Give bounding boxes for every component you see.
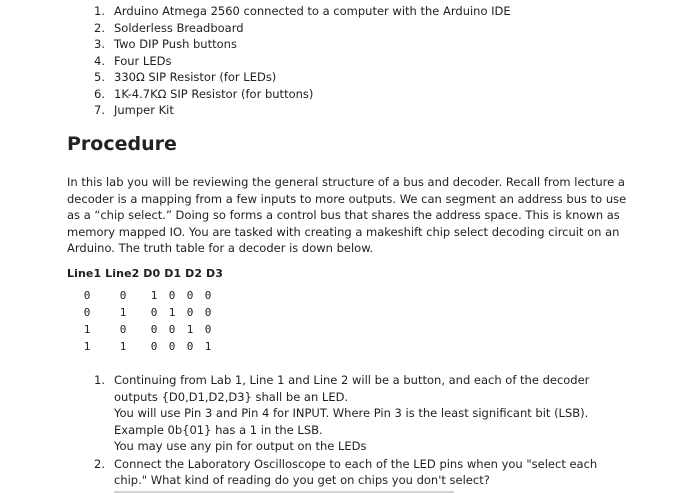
step-text: Continuing from Lab 1, Line 1 and Line 2 will be a button, and each of the decoder (114, 373, 590, 387)
table-cell: 1 (186, 323, 194, 336)
table-cell: 0 (83, 289, 91, 302)
cropped-text-line (0, 486, 700, 493)
list-text: 330Ω SIP Resistor (for LEDs) (114, 70, 277, 84)
step-text: You will use Pin 3 and Pin 4 for INPUT. Where Pin 3 is the least significant bit (LSB). (114, 406, 589, 420)
list-text: Solderless Breadboard (114, 20, 244, 35)
table-cell: 1 (119, 306, 127, 319)
list-number: 2. (94, 20, 105, 35)
cropped-text-fragment (114, 488, 454, 493)
list-number: 6. (94, 86, 105, 101)
table-cell: 0 (168, 323, 176, 336)
table-cell: 0 (168, 289, 176, 302)
list-text: Jumper Kit (114, 103, 174, 117)
table-cell: 0 (204, 323, 212, 336)
table-cell: 0 (83, 306, 91, 319)
table-cell: 1 (83, 323, 91, 336)
section-heading: Procedure (67, 133, 177, 155)
table-cell: 0 (186, 306, 194, 319)
table-cell: 0 (150, 323, 158, 336)
table-cell: 0 (186, 340, 194, 353)
list-text: Arduino Atmega 2560 connected to a computer with the Arduino IDE (114, 4, 511, 18)
list-number: 1. (94, 4, 105, 18)
table-cell: 1 (204, 340, 212, 353)
table-cell: 0 (186, 289, 194, 302)
intro-paragraph: In this lab you will be reviewing the general structure of a bus and decoder. Recall from lecture a decoder is a mapping from a few inputs to more outputs. We can segment an address bus to use as a “chip select.” Doing so forms a control bus that shares the address space. This is known as memory mapped IO. You are tasked with creating a makeshift chip select decoding circuit on an Arduino. The truth table for a decoder is down below. (67, 175, 627, 255)
list-text: 1K-4.7KΩ SIP Resistor (for buttons) (114, 86, 314, 101)
list-number: 7. (94, 103, 105, 117)
table-cell: 0 (150, 306, 158, 319)
table-cell: 0 (150, 340, 158, 353)
table-cell: 0 (168, 340, 176, 353)
step-number: 1. (94, 373, 105, 387)
table-cell: 1 (150, 289, 158, 302)
table-cell: 1 (168, 306, 176, 319)
table-cell: 1 (119, 340, 127, 353)
list-text: Two DIP Push buttons (114, 37, 237, 51)
list-number: 5. (94, 70, 105, 84)
step-text: outputs {D0,D1,D2,D3} shall be an LED. (114, 389, 349, 404)
step-text: chip." What kind of reading do you get on chips you don't select? (114, 473, 490, 487)
table-cell: 0 (204, 306, 212, 319)
table-cell: 0 (119, 289, 127, 302)
step-number: 2. (94, 456, 105, 471)
table-cell: 0 (119, 323, 127, 336)
truth-table-header: Line1 Line2 D0 D1 D2 D3 (67, 267, 224, 280)
list-number: 4. (94, 53, 105, 68)
table-cell: 1 (83, 340, 91, 353)
step-text: Connect the Laboratory Oscilloscope to each of the LED pins when you "select each (114, 456, 598, 471)
step-text: You may use any pin for output on the LEDs (114, 439, 367, 453)
list-number: 3. (94, 37, 105, 51)
table-cell: 0 (204, 289, 212, 302)
list-text: Four LEDs (114, 53, 172, 68)
step-text: Example 0b{01} has a 1 in the LSB. (114, 422, 323, 437)
